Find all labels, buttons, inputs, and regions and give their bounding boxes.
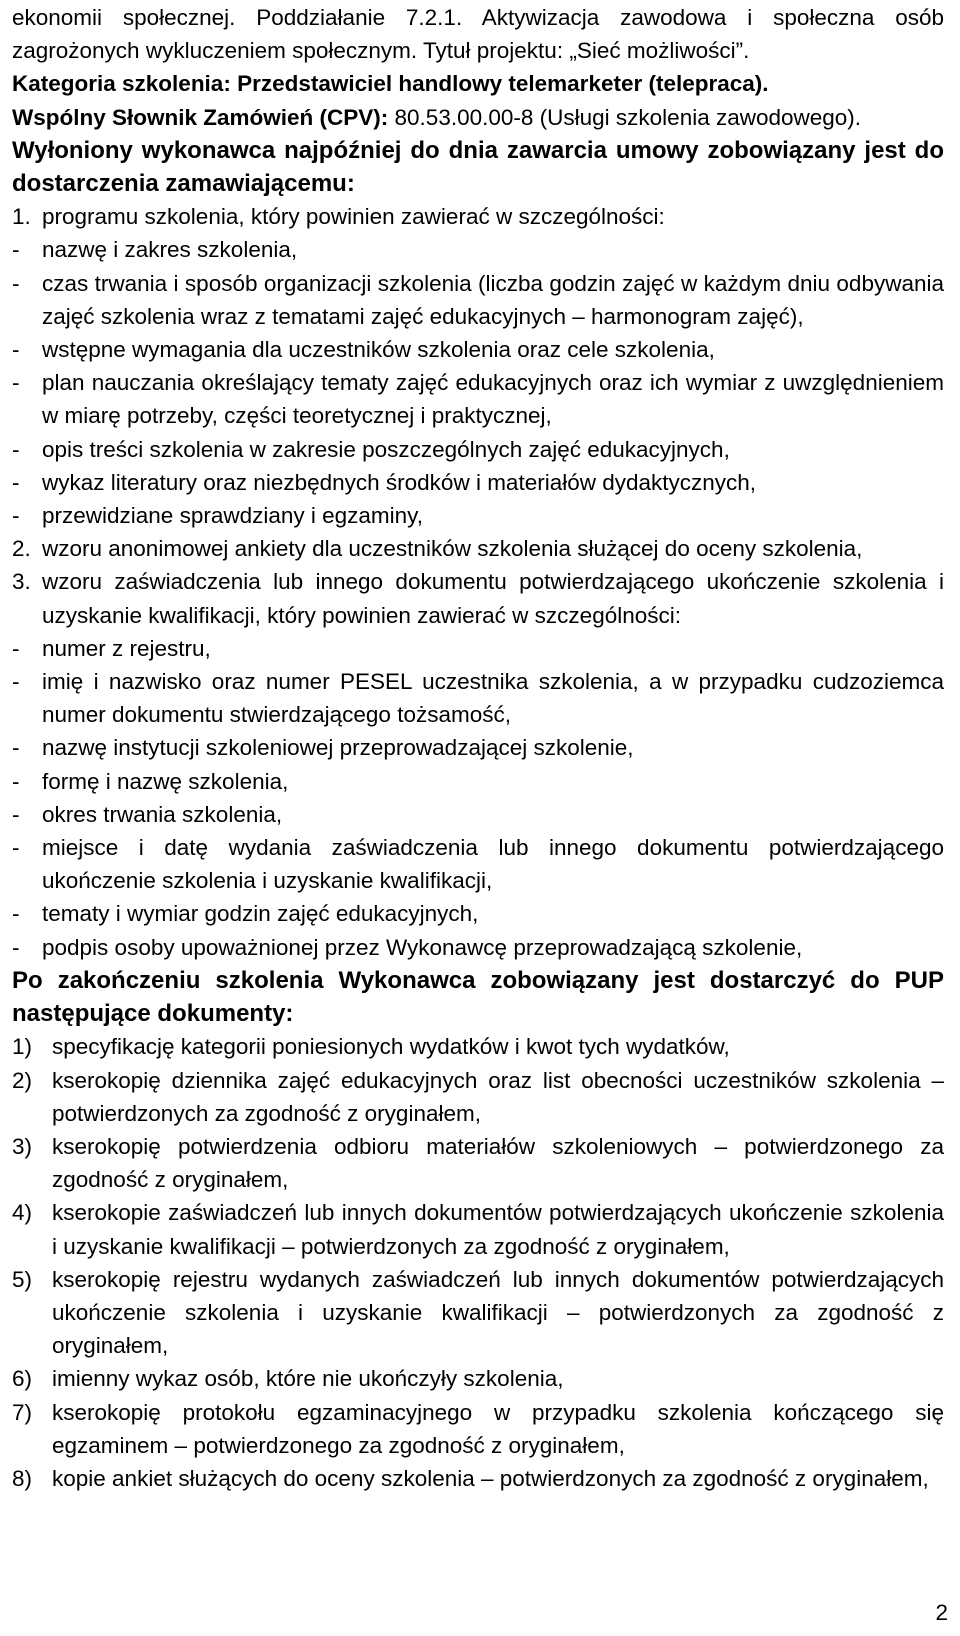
numbered-item-marker: 1) bbox=[12, 1034, 33, 1060]
list-item bbox=[12, 665, 944, 731]
list-item bbox=[12, 267, 944, 333]
page-number: 2 bbox=[935, 1600, 948, 1625]
list-dash: - bbox=[12, 835, 20, 861]
numbered-item-marker: 5) bbox=[12, 1266, 33, 1292]
post-training-heading: Po zakończeniu szkolenia Wykonawca zobowiązany jest dostarczyć do PUP następujące dokumenty: bbox=[12, 966, 944, 1028]
list-item-text: plan nauczania określający tematy zajęć edukacyjnych oraz ich wymiar z uwzględnieniem w miarę potrzeby, części teoretycznej i praktycznej, bbox=[42, 370, 944, 429]
list-dash: - bbox=[12, 270, 20, 296]
list-item-text: formę i nazwę szkolenia, bbox=[42, 768, 289, 794]
section-1-number: 1. bbox=[12, 204, 31, 230]
numbered-item bbox=[12, 1196, 944, 1262]
section-3-text: wzoru zaświadczenia lub innego dokumentu potwierdzającego ukończenie szkolenia i uzyskanie kwalifikacji, który powinien zawierać w szczególności: bbox=[42, 569, 944, 628]
section-3 bbox=[12, 565, 944, 631]
list-item bbox=[12, 466, 944, 499]
numbered-item bbox=[12, 1462, 944, 1495]
numbered-item-marker: 8) bbox=[12, 1465, 33, 1491]
list-item-text: okres trwania szkolenia, bbox=[42, 801, 283, 827]
numbered-item bbox=[12, 1362, 944, 1395]
numbered-item bbox=[12, 1263, 944, 1363]
list-item bbox=[12, 366, 944, 432]
numbered-item-text: kserokopię potwierdzenia odbioru materiałów szkoleniowych – potwierdzonego za zgodność z oryginałem, bbox=[52, 1133, 944, 1193]
list-item-text: nazwę i zakres szkolenia, bbox=[42, 237, 298, 263]
numbered-item-marker: 6) bbox=[12, 1366, 33, 1392]
numbered-item-marker: 2) bbox=[12, 1067, 33, 1093]
list-dash: - bbox=[12, 503, 20, 529]
numbered-item-text: kserokopie zaświadczeń lub innych dokumentów potwierdzających ukończenie szkolenia i uzyskanie kwalifikacji – potwierdzonych za zgodność z oryginałem, bbox=[52, 1200, 944, 1259]
list-dash: - bbox=[12, 934, 20, 960]
list-item-text: imię i nazwisko oraz numer PESEL uczestnika szkolenia, a w przypadku cudzoziemca numer dokumentu stwierdzającego tożsamość, bbox=[42, 669, 944, 728]
section-3-number: 3. bbox=[12, 569, 31, 595]
list-dash: - bbox=[12, 735, 20, 761]
list-dash: - bbox=[12, 635, 20, 661]
list-dash: - bbox=[12, 469, 20, 495]
list-item bbox=[12, 831, 944, 897]
list-item bbox=[12, 333, 944, 366]
numbered-item-text: kserokopię rejestru wydanych zaświadczeń lub innych dokumentów potwierdzających ukończenie szkolenia i uzyskanie kwalifikacji – potwierdzonych za zgodność z oryginałem, bbox=[52, 1266, 944, 1359]
numbered-item-marker: 3) bbox=[12, 1133, 33, 1159]
cpv-label: Wspólny Słownik Zamówień (CPV): bbox=[12, 104, 389, 130]
list-item-text: przewidziane sprawdziany i egzaminy, bbox=[42, 503, 424, 529]
list-item-text: podpis osoby upoważnionej przez Wykonawcę przeprowadzającą szkolenie, bbox=[42, 934, 803, 960]
numbered-item-marker: 4) bbox=[12, 1200, 33, 1226]
list-dash: - bbox=[12, 237, 20, 263]
list-dash: - bbox=[12, 768, 20, 794]
list-dash: - bbox=[12, 901, 20, 927]
list-item-text: tematy i wymiar godzin zajęć edukacyjnych, bbox=[42, 901, 479, 927]
list-item bbox=[12, 897, 944, 930]
list-item-text: nazwę instytucji szkoleniowej przeprowadzającej szkolenie, bbox=[42, 735, 634, 761]
list-item bbox=[12, 632, 944, 665]
numbered-item bbox=[12, 1030, 944, 1063]
document-page bbox=[12, 1, 944, 1495]
list-item-text: wstępne wymagania dla uczestników szkolenia oraz cele szkolenia, bbox=[42, 337, 715, 363]
list-item-text: wykaz literatury oraz niezbędnych środków i materiałów dydaktycznych, bbox=[42, 469, 757, 495]
list-item bbox=[12, 731, 944, 764]
list-item bbox=[12, 433, 944, 466]
list-item bbox=[12, 765, 944, 798]
numbered-item-text: kopie ankiet służących do oceny szkolenia – potwierdzonych za zgodność z oryginałem, bbox=[52, 1465, 929, 1491]
numbered-item-text: imienny wykaz osób, które nie ukończyły szkolenia, bbox=[52, 1366, 564, 1392]
intro-paragraph: ekonomii społecznej. Poddziałanie 7.2.1. Aktywizacja zawodowa i społeczna osób zagrożonych wykluczeniem społecznym. Tytuł projektu: „Sieć możliwości”. bbox=[12, 5, 944, 64]
section-2-number: 2. bbox=[12, 536, 31, 562]
section-1-text: programu szkolenia, który powinien zawierać w szczególności: bbox=[42, 204, 665, 230]
list-item-text: opis treści szkolenia w zakresie poszczególnych zajęć edukacyjnych, bbox=[42, 436, 730, 462]
section-2-text: wzoru anonimowej ankiety dla uczestników szkolenia służącej do oceny szkolenia, bbox=[42, 536, 863, 562]
contractor-obligation-heading: Wyłoniony wykonawca najpóźniej do dnia zawarcia umowy zobowiązany jest do dostarczenia zamawiającemu: bbox=[12, 136, 944, 198]
section-1 bbox=[12, 200, 944, 233]
numbered-item bbox=[12, 1130, 944, 1196]
list-item bbox=[12, 931, 944, 964]
list-item bbox=[12, 233, 944, 266]
list-item-text: numer z rejestru, bbox=[42, 635, 211, 661]
list-dash: - bbox=[12, 370, 20, 396]
list-item bbox=[12, 499, 944, 532]
list-dash: - bbox=[12, 669, 20, 695]
numbered-item-text: specyfikację kategorii poniesionych wydatków i kwot tych wydatków, bbox=[52, 1034, 730, 1060]
section-2 bbox=[12, 532, 944, 565]
numbered-item bbox=[12, 1396, 944, 1462]
numbered-item bbox=[12, 1064, 944, 1130]
list-dash: - bbox=[12, 337, 20, 363]
cpv-paragraph bbox=[12, 101, 944, 134]
training-category: Kategoria szkolenia: Przedstawiciel handlowy telemarketer (telepraca). bbox=[12, 71, 769, 97]
list-item-text: miejsce i datę wydania zaświadczenia lub innego dokumentu potwierdzającego ukończenie szkolenia i uzyskanie kwalifikacji, bbox=[42, 835, 944, 894]
list-dash: - bbox=[12, 436, 20, 462]
list-dash: - bbox=[12, 801, 20, 827]
list-item-text: czas trwania i sposób organizacji szkolenia (liczba godzin zajęć w każdym dniu odbywania zajęć szkolenia wraz z tematami zajęć edukacyjnych – harmonogram zajęć), bbox=[42, 270, 944, 329]
numbered-item-text: kserokopię protokołu egzaminacyjnego w przypadku szkolenia kończącego się egzaminem – potwierdzonego za zgodność z oryginałem, bbox=[52, 1399, 944, 1458]
list-item bbox=[12, 798, 944, 831]
numbered-item-text: kserokopię dziennika zajęć edukacyjnych oraz list obecności uczestników szkolenia – potwierdzonych za zgodność z oryginałem, bbox=[52, 1067, 944, 1126]
cpv-code: 80.53.00.00-8 (Usługi szkolenia zawodowego). bbox=[388, 104, 862, 130]
numbered-item-marker: 7) bbox=[12, 1399, 33, 1425]
